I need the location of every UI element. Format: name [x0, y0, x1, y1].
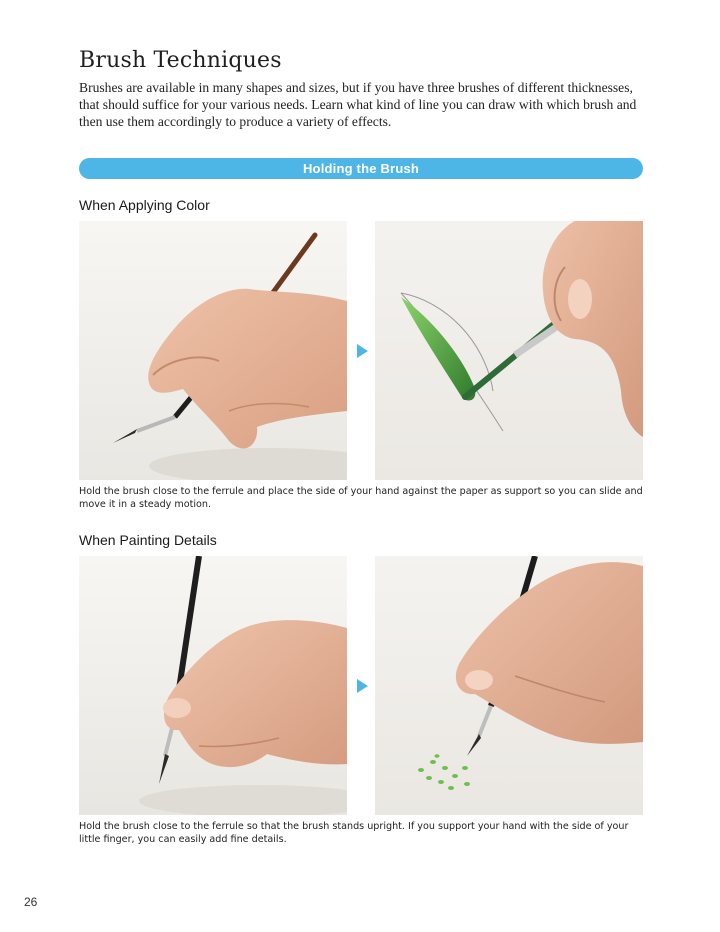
photo-hand-holding-brush-upright: [79, 556, 347, 815]
photo-painting-dots-art: [375, 556, 643, 815]
sequence-arrow-icon: [357, 679, 368, 693]
photo-painting-leaf-art: [375, 221, 643, 480]
page-title: Brush Techniques: [79, 48, 282, 73]
photo-hand-holding-brush-applying: [79, 221, 347, 480]
intro-paragraph: Brushes are available in many shapes and sizes, but if you have three brushes of different thicknesses, that should suffice for your various needs. Learn what kind of line you can draw with which brush and then use them accordingly to produce a variety of effects.: [79, 80, 637, 129]
applying-color-caption: Hold the brush close to the ferrule and place the side of your hand against the paper as support so you can slide and move it in a steady motion.: [79, 486, 643, 510]
applying-color-heading: When Applying Color: [79, 197, 210, 213]
photo-hand-holding-brush-upright-art: [79, 556, 347, 815]
sequence-arrow-icon: [357, 344, 368, 358]
section-banner-label: Holding the Brush: [302, 161, 420, 176]
painting-details-heading: When Painting Details: [79, 532, 217, 548]
painting-details-caption: Hold the brush close to the ferrule so that the brush stands upright. If you support your hand with the side of your little finger, you can easily add fine details.: [79, 821, 629, 845]
section-banner: [79, 158, 643, 179]
photo-hand-holding-brush-applying-art: [79, 221, 347, 480]
photo-painting-dots: [375, 556, 643, 815]
photo-painting-leaf: [375, 221, 643, 480]
page-number: 26: [24, 895, 38, 909]
